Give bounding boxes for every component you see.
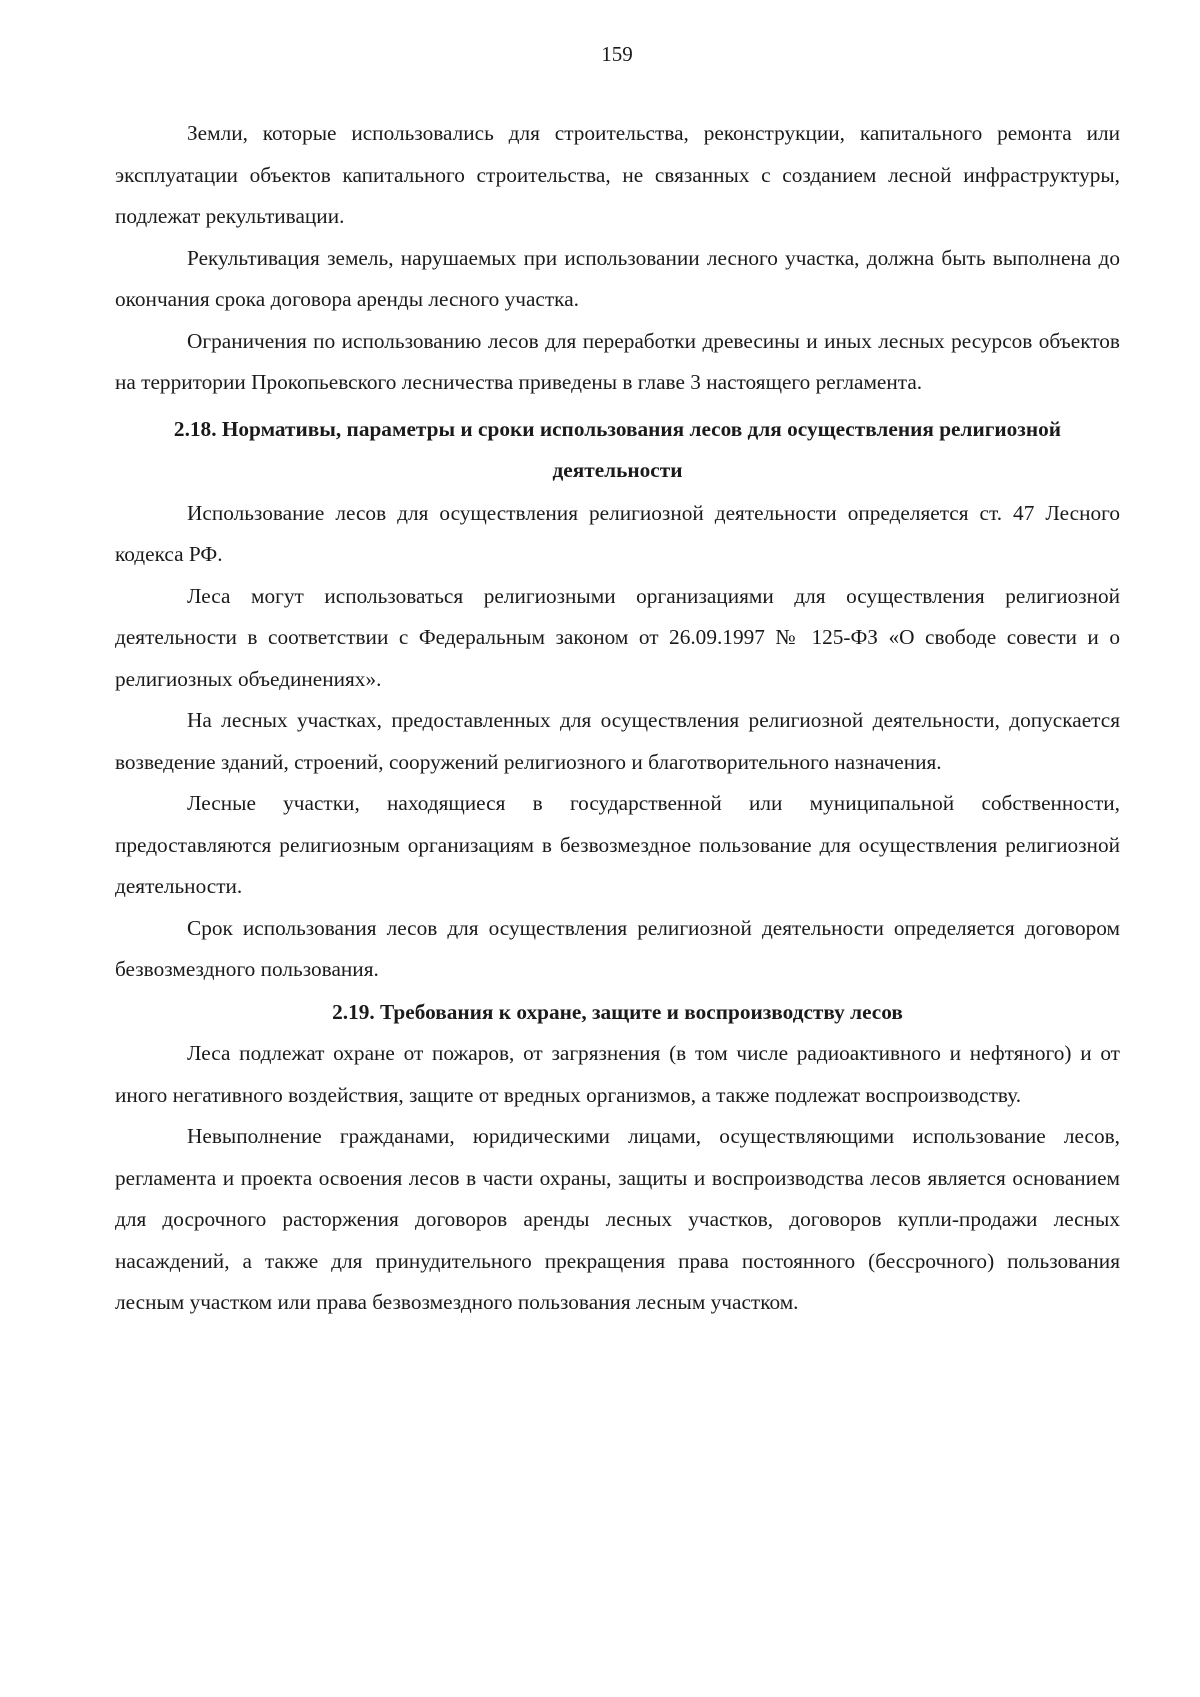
paragraph: Леса подлежат охране от пожаров, от загрязнения (в том числе радиоактивного и нефтяного) и от иного негативного воздействия, защите от вредных организмов, а также подлежат воспроизводству. xyxy=(115,1041,1120,1107)
paragraph: Ограничения по использованию лесов для переработки древесины и иных лесных ресурсов объектов на территории Прокопьевского лесничества приведены в главе 3 настоящего регламента. xyxy=(115,328,1120,394)
paragraph: Земли, которые использовались для строительства, реконструкции, капитального ремонта или эксплуатации объектов капитального строительства, не связанных с созданием лесной инфраструктуры, подлежат рекультивации. xyxy=(115,121,1120,228)
section-heading-2-19: 2.19. Требования к охране, защите и воспроизводству лесов xyxy=(332,999,903,1024)
paragraph: Использование лесов для осуществления религиозной деятельности определяется ст. 47 Лесного кодекса РФ. xyxy=(115,500,1120,566)
paragraph: Срок использования лесов для осуществления религиозной деятельности определяется договором безвозмездного пользования. xyxy=(115,915,1120,981)
paragraph: Рекультивация земель, нарушаемых при использовании лесного участка, должна быть выполнена до окончания срока договора аренды лесного участка. xyxy=(115,245,1120,311)
paragraph: Леса могут использоваться религиозными организациями для осуществления религиозной деятельности в соответствии с Федеральным законом от 26.09.1997 № 125-ФЗ «О свободе совести и о религиозных объединениях». xyxy=(115,583,1120,691)
paragraph: Лесные участки, находящиеся в государственной или муниципальной собственности, предоставляются религиозным организациям в безвозмездное пользование для осуществления религиозной деятельности. xyxy=(115,791,1120,898)
paragraph: На лесных участках, предоставленных для осуществления религиозной деятельности, допускается возведение зданий, строений, сооружений религиозного и благотворительного назначения. xyxy=(115,708,1120,774)
page-number: 159 xyxy=(601,42,633,66)
document-body xyxy=(115,113,1120,1324)
paragraph: Невыполнение гражданами, юридическими лицами, осуществляющими использование лесов, регламента и проекта освоения лесов в части охраны, защиты и воспроизводства лесов является основанием для досрочного расторжения договоров аренды лесных участков, договоров купли-продажи лесных насаждений, а также для принудительного прекращения права постоянного (бессрочного) пользования лесным участком или права безвозмездного пользования лесным участком. xyxy=(115,1124,1120,1314)
section-heading-2-18: 2.18. Нормативы, параметры и сроки использования лесов для осуществления религиозной деятельности xyxy=(173,416,1062,482)
